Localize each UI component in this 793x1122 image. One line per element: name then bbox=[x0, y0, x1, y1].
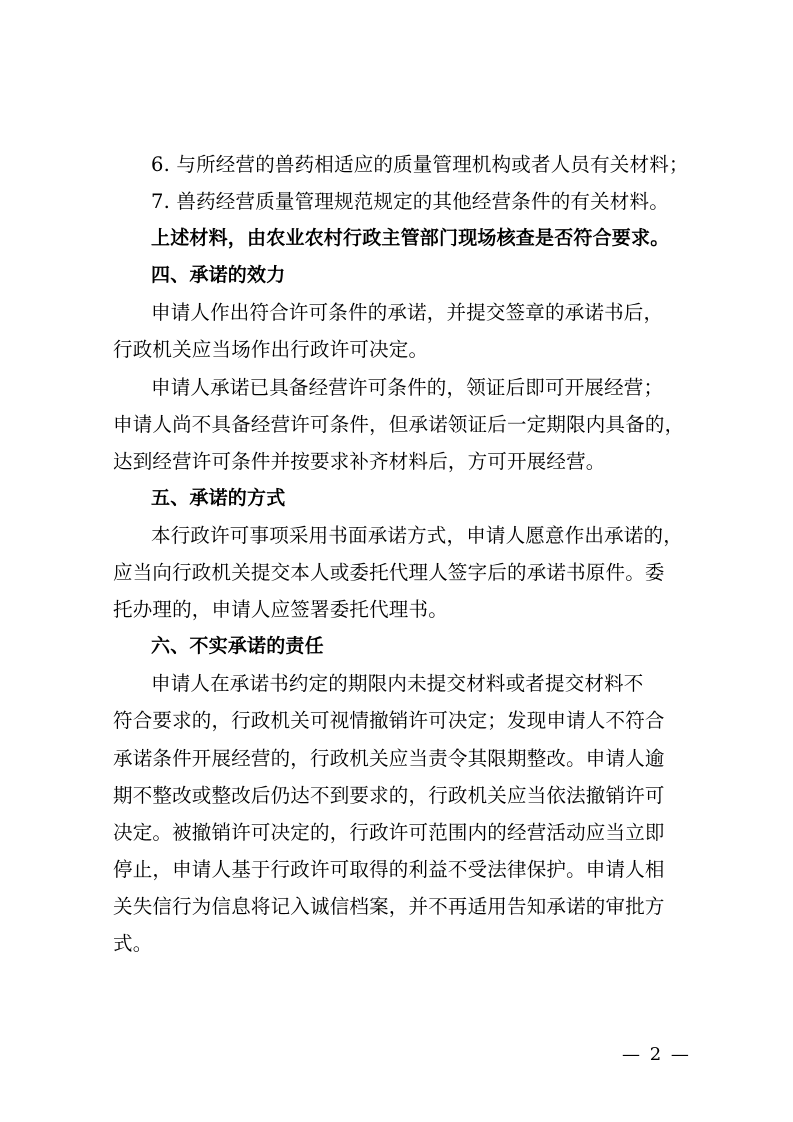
paragraph-line: 承诺条件开展经营的，行政机关应当责令其限期整改。申请人逾 bbox=[113, 746, 665, 770]
paragraph-line: 行政机关应当场作出行政许可决定。 bbox=[113, 338, 429, 362]
paragraph-line: 式。 bbox=[113, 931, 153, 955]
paragraph-line: 申请人作出符合许可条件的承诺，并提交签章的承诺书后， bbox=[151, 301, 664, 325]
paragraph-line: 本行政许可事项采用书面承诺方式，申请人愿意作出承诺的， bbox=[151, 523, 683, 547]
materials-note: 上述材料，由农业农村行政主管部门现场核查是否符合要求。 bbox=[151, 227, 670, 250]
list-item-6: 6. 与所经营的兽药相适应的质量管理机构或者人员有关材料； bbox=[151, 153, 689, 176]
section-heading-liability: 六、不实承诺的责任 bbox=[151, 635, 324, 658]
paragraph-line: 决定。被撤销许可决定的，行政许可范围内的经营活动应当立即 bbox=[113, 820, 665, 844]
paragraph-line: 申请人在承诺书约定的期限内未提交材料或者提交材料不 bbox=[151, 672, 644, 696]
paragraph-line: 停止，申请人基于行政许可取得的利益不受法律保护。申请人相 bbox=[113, 857, 665, 881]
list-item-7: 7. 兽药经营质量管理规范规定的其他经营条件的有关材料。 bbox=[151, 190, 669, 214]
section-heading-method: 五、承诺的方式 bbox=[151, 486, 286, 509]
paragraph-line: 托办理的，申请人应签署委托代理书。 bbox=[113, 598, 448, 622]
paragraph-line: 应当向行政机关提交本人或委托代理人签字后的承诺书原件。委 bbox=[113, 561, 665, 585]
paragraph-line: 期不整改或整改后仍达不到要求的，行政机关应当依法撤销许可 bbox=[113, 783, 665, 807]
paragraph-line: 达到经营许可条件并按要求补齐材料后，方可开展经营。 bbox=[113, 449, 606, 473]
paragraph-line: 符合要求的，行政机关可视情撤销许可决定；发现申请人不符合 bbox=[113, 709, 665, 733]
paragraph-line: 关失信行为信息将记入诚信档案，并不再适用告知承诺的审批方 bbox=[113, 894, 665, 918]
document-body bbox=[113, 146, 693, 962]
page-number: — 2 — bbox=[622, 1044, 691, 1065]
section-heading-effect: 四、承诺的效力 bbox=[151, 264, 286, 287]
paragraph-line: 申请人承诺已具备经营许可条件的，领证后即可开展经营； bbox=[151, 375, 664, 399]
paragraph-line: 申请人尚不具备经营许可条件，但承诺领证后一定期限内具备的， bbox=[113, 412, 685, 436]
